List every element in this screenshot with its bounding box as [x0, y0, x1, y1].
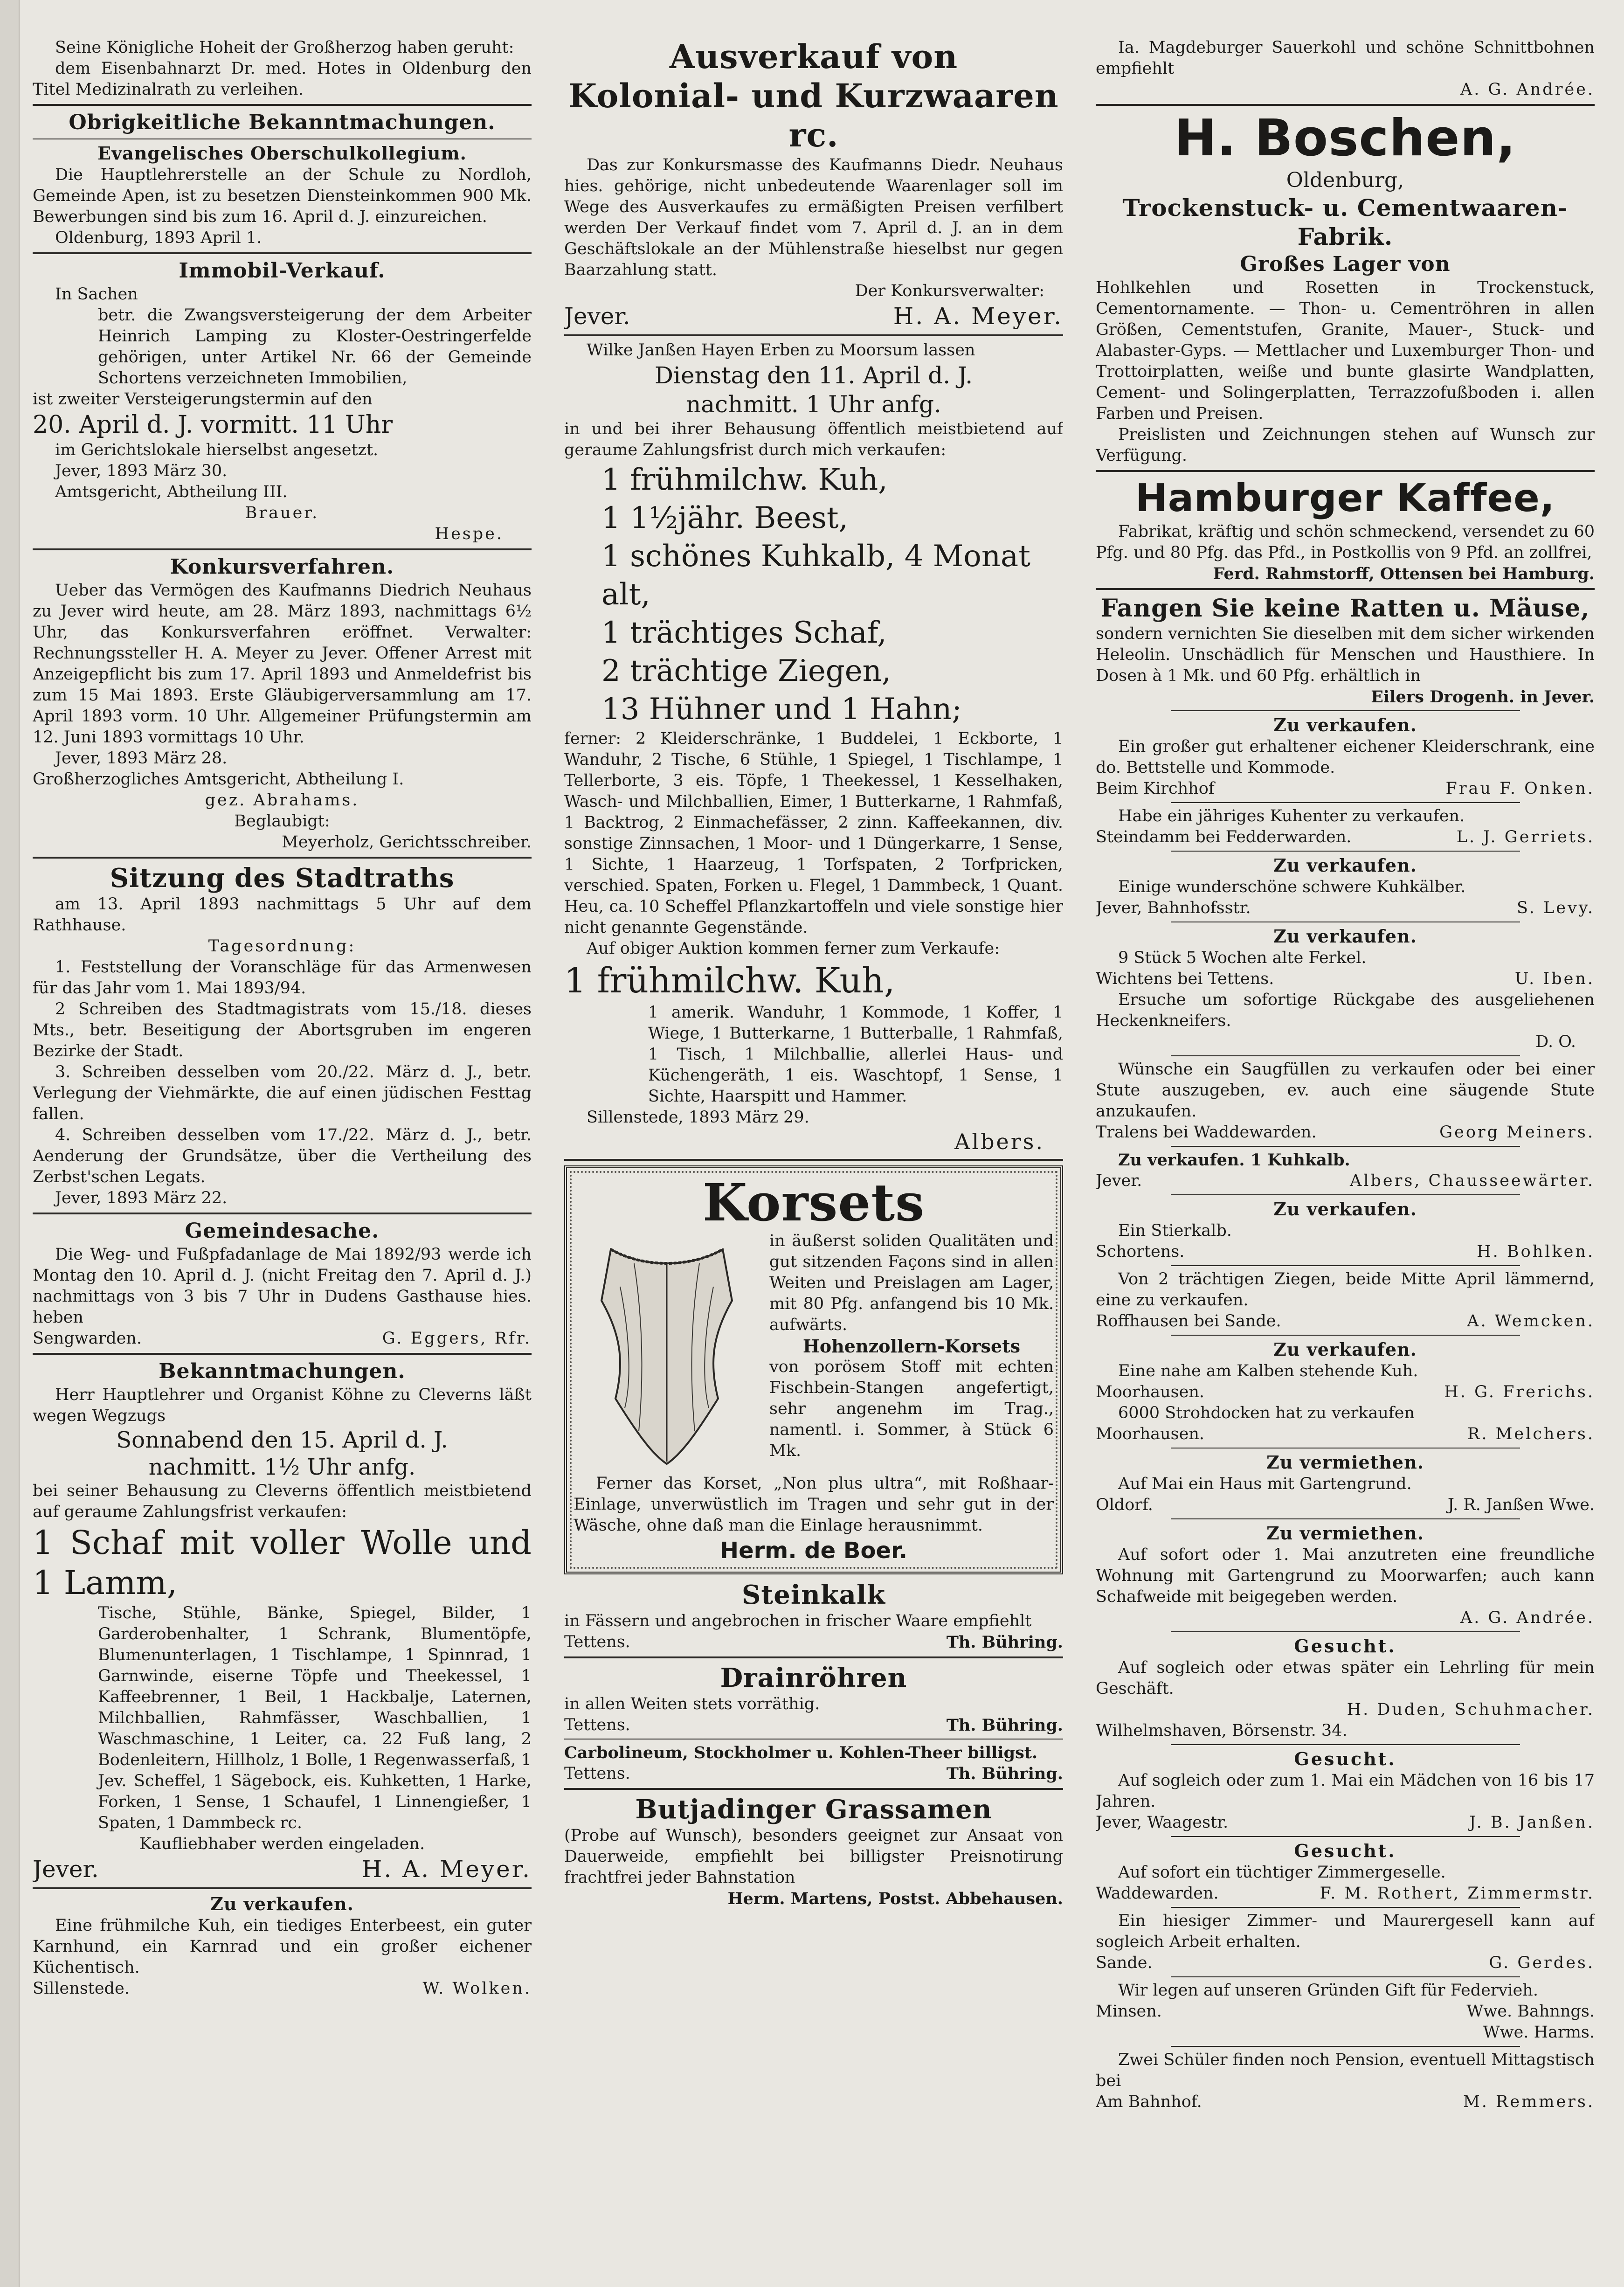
signature-line	[1096, 827, 1595, 848]
signature: A. G. Andrée.	[1460, 80, 1595, 99]
divider	[33, 548, 532, 550]
text-block: Eine frühmilche Kuh, ein tiediges Enterbeest, ein guter Karnhund, ein Karnrad und ein großer eichener Küchentisch.	[33, 1916, 532, 1977]
section-heading: Zu vermiethen.	[1266, 1523, 1424, 1544]
text-block: Wir legen auf unseren Gründen Gift für Federvieh.	[1118, 1981, 1538, 2000]
text-block: Ferner das Korset, „Non plus ultra“, mit Roßhaar-Einlage, unverwüstlich im Tragen und sehr gut in der Wäsche, ohne daß man die Einlage herausnimmt.	[574, 1474, 1054, 1535]
agenda-item: 1. Feststellung der Voranschläge für das Armenwesen für das Jahr vom 1. Mai 1893/94.	[33, 958, 532, 998]
section-heading: Evangelisches Oberschulkollegium.	[97, 143, 467, 164]
signature-line	[1096, 1171, 1595, 1192]
place: Jever.	[1096, 1171, 1142, 1190]
text-block: Zwei Schüler finden noch Pension, eventuell Mittagstisch bei	[1096, 2051, 1595, 2090]
signature-line	[564, 302, 1063, 331]
text-block: in äußerst soliden Qualitäten und gut sitzenden Façons sind in allen Weiten und Preislagen am Lager, mit 80 Pfg. anfangend bis 10 Mk. aufwärts.	[769, 1232, 1054, 1334]
section-heading: Gesucht.	[1294, 1840, 1396, 1861]
section-heading: Zu verkaufen.	[1273, 1199, 1417, 1220]
text-block: Habe ein jähriges Kuhenter zu verkaufen.	[1118, 807, 1465, 825]
signature: gez. Abrahams.	[205, 791, 359, 810]
ad-subheading: Großes Lager von	[1240, 252, 1451, 276]
text-block: Ersuche um sofortige Rückgabe des ausgeliehenen Heckenkneifers.	[1096, 991, 1595, 1030]
signature: H. G. Frerichs.	[1444, 1383, 1595, 1401]
text-block: ist zweiter Versteigerungstermin auf den	[33, 390, 373, 409]
place: Jever.	[33, 1856, 99, 1883]
date-line: Jever, 1893 März 28.	[55, 749, 228, 768]
text-block: in Fässern und angebrochen in frischer Waare empfiehlt	[564, 1612, 1032, 1630]
signature-line	[1096, 778, 1595, 799]
place: Tettens.	[564, 1633, 630, 1651]
place: Oldorf.	[1096, 1496, 1153, 1514]
text-block: von porösem Stoff mit echten Fischbein-Stangen angefertigt, sehr angenehm im Trag., namentl. i. Sommer, à Stück 6 Mk.	[769, 1358, 1054, 1460]
signature: Meyerholz, Gerichtsschreiber.	[282, 833, 532, 852]
text-block: am 13. April 1893 nachmittags 5 Uhr auf dem Rathhause.	[33, 895, 532, 935]
auction-date: 20. April d. J. vormitt. 11 Uhr	[33, 411, 393, 439]
signature: Georg Meiners.	[1439, 1123, 1595, 1142]
column-3	[1096, 37, 1595, 2248]
section-heading: Zu verkaufen.	[1273, 714, 1417, 735]
text-block: Ein hiesiger Zimmer- und Maurergesell kann auf sogleich Arbeit erhalten.	[1096, 1912, 1595, 1951]
signature: J. B. Janßen.	[1469, 1813, 1595, 1832]
corset-illustration	[574, 1231, 760, 1473]
section-heading: Zu verkaufen.	[1273, 926, 1417, 947]
section-heading: Zu vermiethen.	[1266, 1452, 1424, 1473]
auction-highlight: 1 1½jähr. Beest,	[601, 501, 848, 535]
signature-line	[1096, 1812, 1595, 1833]
divider	[1171, 1265, 1520, 1266]
signature: G. Gerdes.	[1489, 1954, 1595, 1972]
signature-line	[1096, 1241, 1595, 1262]
place: Schortens.	[1096, 1242, 1185, 1261]
ad-heading: H. Boschen,	[1174, 109, 1516, 167]
text-block: im Gerichtslokale hierselbst angesetzt.	[55, 441, 379, 459]
auction-time: nachmitt. 1 Uhr anfg.	[686, 391, 941, 418]
text-block: bei seiner Behausung zu Cleverns öffentlich meistbietend auf geraume Zahlungsfrist verkaufen:	[33, 1482, 532, 1521]
signature: R. Melchers.	[1467, 1425, 1595, 1443]
text-block: Herr Hauptlehrer und Organist Köhne zu Cleverns läßt wegen Wegzugs	[33, 1386, 532, 1425]
item-list: 1 amerik. Wanduhr, 1 Kommode, 1 Koffer, 1 Wiege, 1 Butterkarne, 1 Butterballe, 1 Rahmfaß, 1 Tisch, 1 Milchballie, allerlei Haus- und Küchengeräth, 1 eis. Waschtopf, 1 Sense, 1 Sichte, Haarspitt und Hammer.	[648, 1003, 1063, 1106]
signature: Th. Bühring.	[946, 1716, 1063, 1735]
auction-date: Sonnabend den 15. April d. J.	[116, 1427, 448, 1453]
text-block: Wilke Janßen Hayen Erben zu Moorsum lassen	[587, 341, 975, 360]
auction-highlight: 1 frühmilchw. Kuh,	[564, 961, 895, 1001]
signature-line	[1096, 1953, 1595, 1974]
signature: Wwe. Bahnngs.	[1466, 2002, 1595, 2021]
agenda-item: 4. Schreiben desselben vom 17./22. März d. J., betr. Aenderung der Grundsätze, über die Vertheilung des Zerbst'schen Legats.	[33, 1126, 532, 1186]
signature-line	[1096, 1122, 1595, 1143]
auction-highlight: 1 Schaf mit voller Wolle und 1 Lamm,	[33, 1524, 532, 1602]
divider	[564, 1739, 1063, 1740]
signature: Brauer.	[245, 504, 319, 522]
text-block: Auf sogleich oder zum 1. Mai ein Mädchen von 16 bis 17 Jahren.	[1096, 1771, 1595, 1811]
divider	[1171, 1907, 1520, 1908]
ad-heading: Hamburger Kaffee,	[1135, 476, 1555, 520]
divider	[33, 1213, 532, 1214]
place: Tettens.	[564, 1716, 630, 1734]
place: Waddewarden.	[1096, 1884, 1219, 1903]
place: Jever.	[564, 303, 630, 330]
divider	[1096, 470, 1595, 472]
text-block: Auf sofort oder 1. Mai anzutreten eine freundliche Wohnung mit Gartengrund zu Moorwarfen; auch kann Schafweide mit beigegeben werden.	[1096, 1545, 1595, 1606]
divider	[1171, 851, 1520, 852]
signature: M. Remmers.	[1463, 2093, 1595, 2111]
text-block: dem Eisenbahnarzt Dr. med. Hotes in Oldenburg den Titel Medizinalrath zu verleihen.	[33, 59, 532, 99]
signature-line	[1096, 1424, 1595, 1445]
signature-line	[1096, 898, 1595, 919]
auction-highlight: 1 schönes Kuhkalb, 4 Monat alt,	[601, 539, 1030, 612]
signature-line	[1096, 2001, 1595, 2022]
korsets-ad	[564, 1165, 1063, 1574]
auction-highlight: 1 trächtiges Schaf,	[601, 616, 887, 650]
text-block: Von 2 trächtigen Ziegen, beide Mitte April lämmernd, eine zu verkaufen.	[1096, 1270, 1595, 1310]
signature: Herm. de Boer.	[719, 1538, 908, 1564]
text-block: Ueber das Vermögen des Kaufmanns Diedrich Neuhaus zu Jever wird heute, am 28. März 1893, nachmittags 6½ Uhr, das Konkursverfahren eröffnet. Verwalter: Rechnungssteller H. A. Meyer zu Jever. Offener Arrest mit Anzeigepflicht bis zum 17. April 1893 und Anmeldefrist bis zum 15 Mai 1893. Erste Gläubigerversammlung am 17. April 1893 vorm. 10 Uhr. Allgemeiner Prüfungstermin am 12. Juni 1893 vormittags 10 Uhr.	[33, 581, 532, 747]
text-block: Hohlkehlen und Rosetten in Trockenstuck, Cementornamente. — Thon- u. Cementröhren in allen Größen, Cementstufen, Granite, Mauer-, Stuck- und Alabaster-Gyps. — Mettlacher und Luxemburger Thon- und Trottoirplatten, weiße und bunte glasirte Wandplatten, Cement- und Solingerplatten, Terrazzofußboden i. allen Farben und Preisen.	[1096, 278, 1595, 423]
signature-line	[1096, 1495, 1595, 1516]
ad-subheading: Trockenstuck- u. Cementwaaren-Fabrik.	[1122, 194, 1568, 250]
text-block: Auf sofort ein tüchtiger Zimmergeselle.	[1118, 1863, 1446, 1882]
signature: H. A. Meyer.	[893, 303, 1063, 330]
place: Tralens bei Waddewarden.	[1096, 1123, 1317, 1142]
item-list: ferner: 2 Kleiderschränke, 1 Buddelei, 1 Eckborte, 1 Wanduhr, 2 Tische, 6 Stühle, 1 Spiegel, 1 Tischlampe, 1 Tellerborte, 3 eis. Töpfe, 1 Theekessel, 1 Kesselhaken, Wasch- und Milchballien, Eimer, 1 Butterkarne, 1 Rahmfaß, 1 Backtrog, 2 Einmachefässer, 2 zinn. Kaffeekannen, div. sonstige Zinnsachen, 1 Moor- und 1 Düngerkarre, 1 Sense, 1 Sichte, 1 Haarzeug, 1 Torfspaten, 2 Torfpricken, verschied. Spaten, Forken u. Flegel, 1 Dammbeck, 1 Quant. Heu, ca. 10 Scheffel Pflanzkartoffeln und viele sonstige hier nicht genannte Gegenstände.	[564, 729, 1063, 937]
ad-heading: Butjadinger Grassamen	[635, 1794, 992, 1825]
place: Moorhausen.	[1096, 1383, 1205, 1401]
place: Jever, Bahnhofsstr.	[1096, 899, 1251, 917]
text-block: Auf sogleich oder etwas später ein Lehrling für mein Geschäft.	[1096, 1658, 1595, 1698]
divider	[1171, 1146, 1520, 1147]
divider	[1171, 1518, 1520, 1519]
signature: G. Eggers, Rfr.	[382, 1329, 532, 1348]
divider	[33, 252, 532, 254]
auction-highlights	[564, 461, 1063, 728]
court-line: Großherzogliches Amtsgericht, Abtheilung I.	[33, 770, 404, 789]
signature: A. Wemcken.	[1467, 1312, 1595, 1331]
text-block: In Sachen	[55, 285, 138, 304]
signature: H. Bohlken.	[1477, 1242, 1595, 1261]
signature: Herm. Martens, Postst. Abbehausen.	[727, 1889, 1063, 1908]
signature: Eilers Drogenh. in Jever.	[1371, 687, 1595, 707]
text-block: Ein Stierkalb.	[1118, 1221, 1232, 1240]
text-block: Kaufliebhaber werden eingeladen.	[139, 1835, 425, 1853]
signature: Frau F. Onken.	[1445, 779, 1595, 798]
section-heading: Zu verkaufen.	[1273, 1339, 1417, 1360]
ad-heading: Kolonial- und Kurzwaaren rc.	[568, 76, 1059, 154]
agenda-label: Tagesordnung:	[208, 937, 356, 956]
ad-heading: Steinkalk	[741, 1580, 886, 1610]
subheading: Hohenzollern-Korsets	[802, 1336, 1021, 1357]
section-heading: Sitzung des Stadtraths	[110, 863, 455, 894]
auction-date: Dienstag den 11. April d. J.	[654, 362, 973, 389]
signature-line	[33, 1978, 532, 1999]
divider	[1171, 2046, 1520, 2047]
place: Sande.	[1096, 1954, 1153, 1972]
text-block: Die Weg- und Fußpfadanlage de Mai 1892/93 werde ich Montag den 10. April d. J. (nicht Freitag den 7. April d. J.) nachmittags von 3 bis 7 Uhr in Dudens Gasthause hies. heben	[33, 1245, 532, 1327]
divider	[1171, 710, 1520, 711]
signature-line	[1096, 969, 1595, 990]
court-line: Amtsgericht, Abtheilung III.	[55, 483, 288, 501]
signature: Th. Bühring.	[946, 1633, 1063, 1652]
ad-heading: Drainröhren	[720, 1663, 907, 1693]
section-heading: Bekanntmachungen.	[159, 1359, 406, 1383]
divider	[564, 1159, 1063, 1161]
signature-line	[564, 1715, 1063, 1736]
text-block: Carbolineum, Stockholmer u. Kohlen-Theer billigst.	[564, 1743, 1038, 1762]
place: Sillenstede.	[33, 1979, 130, 1998]
divider	[1171, 1194, 1520, 1195]
auction-highlight: 13 Hühner und 1 Hahn;	[601, 692, 962, 727]
section-heading: Zu verkaufen.	[1273, 855, 1417, 876]
text-block: sondern vernichten Sie dieselben mit dem sicher wirkenden Heleolin. Unschädlich für Menschen und Hausthiere. In Dosen à 1 Mk. und 60 Pfg. erhältlich in	[1096, 624, 1595, 685]
text-block: Preislisten und Zeichnungen stehen auf Wunsch zur Verfügung.	[1096, 425, 1595, 465]
text-block: 9 Stück 5 Wochen alte Ferkel.	[1118, 949, 1367, 967]
place: Jever, Waagestr.	[1096, 1813, 1229, 1832]
signature: Albers, Chausseewärter.	[1350, 1171, 1595, 1190]
divider	[564, 1656, 1063, 1658]
signature: U. Iben.	[1514, 970, 1595, 988]
text-block: in allen Weiten stets vorräthig.	[564, 1695, 820, 1713]
column-2	[564, 37, 1063, 2248]
signature: Ferd. Rahmstorff, Ottensen bei Hamburg.	[1213, 564, 1595, 583]
signature-line	[33, 1328, 532, 1349]
city-line: Oldenburg,	[1286, 168, 1404, 192]
divider	[33, 1887, 532, 1889]
agenda-item: 2 Schreiben des Stadtmagistrats vom 15./18. dieses Mts., betr. Beseitigung der Abortsgruben im engeren Bezirke der Stadt.	[33, 1000, 532, 1060]
place: Beim Kirchhof	[1096, 779, 1215, 798]
agenda-item: 3. Schreiben desselben vom 20./22. März d. J., betr. Verlegung der Viehmärkte, die auf einen jüdischen Festtag fallen.	[33, 1063, 532, 1123]
divider	[1171, 1631, 1520, 1632]
place: Roffhausen bei Sande.	[1096, 1312, 1281, 1331]
divider	[33, 104, 532, 106]
place: Am Bahnhof.	[1096, 2093, 1202, 2111]
signature-line	[564, 1632, 1063, 1653]
divider	[1171, 1744, 1520, 1745]
place: Sengwarden.	[33, 1329, 142, 1348]
signature: L. J. Gerriets.	[1456, 828, 1595, 846]
divider	[1171, 802, 1520, 803]
text-block: in und bei ihrer Behausung öffentlich meistbietend auf geraume Zahlungsfrist durch mich verkaufen:	[564, 420, 1063, 459]
date-line: Jever, 1893 März 30.	[55, 462, 228, 480]
auction-highlight: 2 trächtige Ziegen,	[601, 654, 891, 688]
section-heading: Zu verkaufen.	[210, 1893, 354, 1914]
ad-heading: Korsets	[702, 1172, 925, 1233]
text-block: Eine nahe am Kalben stehende Kuh.	[1118, 1362, 1418, 1380]
text-block: Ia. Magdeburger Sauerkohl und schöne Schnittbohnen empfiehlt	[1096, 38, 1595, 78]
place: Minsen.	[1096, 2002, 1162, 2021]
divider	[564, 1788, 1063, 1790]
signature-line	[1096, 1311, 1595, 1332]
text-block: Zu verkaufen. 1 Kuhkalb.	[1118, 1150, 1350, 1170]
signature-line	[1096, 1382, 1595, 1403]
text-block: Einige wunderschöne schwere Kuhkälber.	[1118, 878, 1466, 896]
divider	[1171, 1055, 1520, 1056]
signature: H. Duden, Schuhmacher.	[1347, 1700, 1595, 1719]
divider	[33, 1353, 532, 1355]
text-block: Seine Königliche Hoheit der Großherzog haben geruht:	[55, 38, 514, 57]
date-line: Oldenburg, 1893 April 1.	[55, 229, 262, 247]
signature: W. Wolken.	[422, 1979, 532, 1998]
section-heading: Gesucht.	[1294, 1636, 1396, 1656]
signature: S. Levy.	[1517, 899, 1595, 917]
text-block: Der Konkursverwalter:	[855, 282, 1044, 300]
text-block: Auf obiger Auktion kommen ferner zum Verkaufe:	[587, 939, 1000, 958]
divider	[1096, 104, 1595, 106]
text-block: Auf Mai ein Haus mit Gartengrund.	[1118, 1475, 1412, 1493]
signature: D. O.	[1535, 1033, 1576, 1051]
signature-line	[33, 1855, 532, 1884]
place: Moorhausen.	[1096, 1425, 1205, 1443]
page-edge	[0, 0, 20, 2287]
text-block: betr. die Zwangsversteigerung der dem Arbeiter Heinrich Lamping zu Kloster-Oestringerfelde gehörigen, unter Artikel Nr. 66 der Gemeinde Schortens verzeichneten Immobilien,	[98, 306, 532, 388]
text-block: Die Hauptlehrerstelle an der Schule zu Nordloh, Gemeinde Apen, ist zu besetzen Diensteinkommen 900 Mk. Bewerbungen sind bis zum 16. April d. J. einzureichen.	[33, 166, 532, 226]
date-line: Sillenstede, 1893 März 29.	[587, 1108, 809, 1127]
signature-line	[564, 1763, 1063, 1784]
korset-row	[574, 1231, 1054, 1473]
place: Steindamm bei Fedderwarden.	[1096, 828, 1352, 846]
signature: H. A. Meyer.	[361, 1856, 532, 1883]
signature-line	[1096, 2092, 1595, 2113]
text-block: 6000 Strohdocken hat zu verkaufen	[1118, 1404, 1415, 1422]
divider	[1171, 1976, 1520, 1977]
section-heading: Obrigkeitliche Bekanntmachungen.	[69, 111, 496, 134]
place: Wilhelmshaven, Börsenstr. 34.	[1096, 1721, 1348, 1740]
column-1	[33, 37, 532, 2248]
section-heading: Gesucht.	[1294, 1748, 1396, 1769]
section-heading: Immobil-Verkauf.	[179, 259, 386, 283]
signature-line	[1096, 1883, 1595, 1904]
text-block: Fabrikat, kräftig und schön schmeckend, versendet zu 60 Pfg. und 80 Pfg. das Pfd., in Postkollis von 9 Pfd. an zollfrei,	[1096, 522, 1595, 562]
date-line: Jever, 1893 März 22.	[55, 1189, 228, 1207]
korset-text	[769, 1231, 1054, 1473]
text-block: Das zur Konkursmasse des Kaufmanns Diedr. Neuhaus hies. gehörige, nicht unbedeutende Waarenlager soll im Wege des Ausverkaufes zu ermäßigten Preisen verfilbert werden Der Verkauf findet vom 7. April d. J. an in dem Geschäftslokale an der Mühlenstraße hieselbst nur gegen Baarzahlung statt.	[564, 156, 1063, 279]
divider	[33, 857, 532, 859]
divider	[1171, 1335, 1520, 1336]
text-block: Beglaubigt:	[234, 812, 330, 831]
signature: F. M. Rothert, Zimmermstr.	[1320, 1884, 1595, 1903]
text-block: (Probe auf Wunsch), besonders geeignet zur Ansaat von Dauerweide, empfiehlt bei billigster Preisnotirung frachtfrei jeder Bahnstation	[564, 1826, 1063, 1887]
divider	[564, 334, 1063, 336]
place: Wichtens bei Tettens.	[1096, 970, 1274, 988]
section-heading: Gemeindesache.	[185, 1219, 380, 1243]
auction-highlight: 1 frühmilchw. Kuh,	[601, 463, 888, 497]
ad-heading: Fangen Sie keine Ratten u. Mäuse,	[1100, 594, 1590, 623]
signature: Albers.	[954, 1129, 1044, 1154]
item-list: Tische, Stühle, Bänke, Spiegel, Bilder, 1 Garderobenhalter, 1 Schrank, Blumentöpfe, Blumenunterlagen, 1 Tischlampe, 1 Spinnrad, 1 Garnwinde, eiserne Töpfe und Theekessel, 1 Kaffeebrenner, 1 Beil, 1 Hackbalje, Laternen, Milchballien, Rahmfässer, Waschballien, 1 Waschmaschine, 1 Leiter, ca. 22 Fuß lang, 2 Bodenleitern, Hillholz, 1 Bolle, 1 Regenwasserfaß, 1 Jev. Scheffel, 1 Sägebock, eis. Kuhketten, 1 Harke, Forken, 1 Sense, 1 Schaufel, 1 Linnengießer, 1 Spaten, 1 Dammbeck rc.	[98, 1604, 532, 1832]
signature: A. G. Andrée.	[1460, 1608, 1595, 1627]
signature: J. R. Janßen Wwe.	[1447, 1496, 1595, 1514]
text-block: Ein großer gut erhaltener eichener Kleiderschrank, eine do. Bettstelle und Kommode.	[1096, 737, 1595, 777]
signature: Th. Bühring.	[946, 1764, 1063, 1783]
signature: Wwe. Harms.	[1483, 2023, 1595, 2042]
newspaper-page	[33, 37, 1604, 2248]
divider	[1171, 1836, 1520, 1837]
text-block: Wünsche ein Saugfüllen zu verkaufen oder bei einer Stute auszugeben, ev. auch eine säugende Stute anzukaufen.	[1096, 1060, 1595, 1121]
signature: Hespe.	[435, 525, 504, 543]
place: Tettens.	[564, 1764, 630, 1783]
section-heading: Konkursverfahren.	[170, 555, 394, 579]
ad-heading: Ausverkauf von	[669, 37, 958, 76]
divider	[1096, 588, 1595, 590]
auction-time: nachmitt. 1½ Uhr anfg.	[148, 1454, 416, 1480]
